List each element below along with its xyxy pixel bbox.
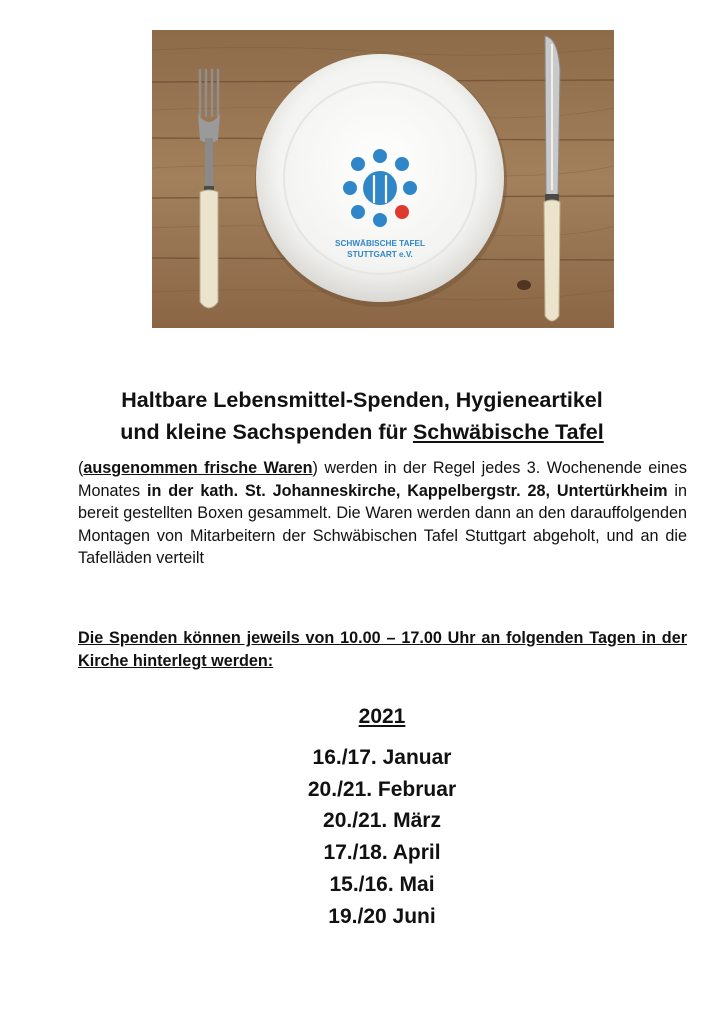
heading-line2 [40, 416, 684, 448]
body-part2: in bereit gestellten Boxen gesammelt. Die Waren werden dann an den darauffolgenden Montagen von Mitarbeitern der Schwäbischen Tafel Stuttgart abgeholt, und an die Tafelläden verteilt [78, 481, 687, 568]
excluded-items: ausgenommen frische Waren [83, 459, 313, 477]
collection-dates [200, 702, 564, 932]
drop-off-notice: Die Spenden können jeweils von 10.00 – 17.00 Uhr an folgenden Tagen in der Kirche hinterlegt werden: [78, 629, 687, 670]
date-item: 19./20 Juni [328, 904, 436, 928]
date-item: 17./18. April [323, 841, 441, 865]
page-heading [40, 384, 684, 448]
year-heading: 2021 [358, 705, 406, 728]
date-item: 20./21. Februar [307, 777, 457, 801]
donation-info-paragraph [78, 457, 687, 570]
logo-text-line2: STUTTGART e.V. [347, 250, 413, 259]
heading-organization-name: Schwäbische Tafel [412, 420, 604, 444]
heading-line2-prefix: und kleine Sachspenden für [120, 420, 413, 444]
body-part1: ) werden in der Regel jedes 3. Wochenende eines Monates [78, 459, 688, 500]
tafel-logo-icon [343, 149, 417, 227]
knife-icon [544, 36, 560, 321]
paren-open: ( [78, 459, 84, 477]
logo-text-line1: SCHWÄBISCHE TAFEL [335, 239, 425, 248]
header-photo-plate-cutlery [152, 30, 614, 328]
date-item: 16./17. Januar [312, 746, 452, 769]
date-item: 20./21. März [323, 809, 441, 833]
heading-line1: Haltbare Lebensmittel-Spenden, Hygieneartikel [121, 388, 603, 412]
date-item: 15./16. Mai [329, 872, 435, 896]
collection-location: in der kath. St. Johanneskirche, Kappelbergstr. 28, Untertürkheim [146, 481, 668, 500]
